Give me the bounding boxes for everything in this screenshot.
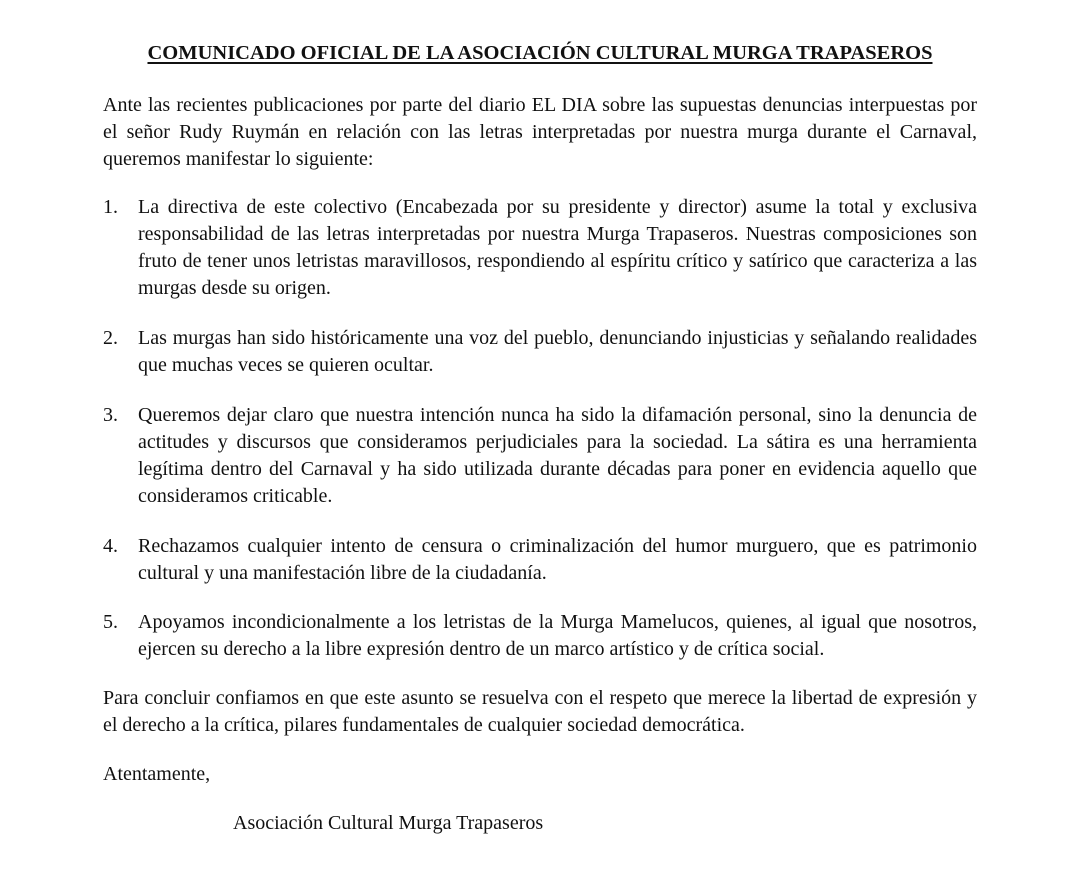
list-item <box>103 533 977 587</box>
list-item-text: Rechazamos cualquier intento de censura o criminalización del humor murguero, que es patrimonio cultural y una manifestación libre de la ciudadanía. <box>138 535 977 584</box>
list-item-text: Apoyamos incondicionalmente a los letristas de la Murga Mamelucos, quienes, al igual que nosotros, ejercen su derecho a la libre expresión dentro de un marco artístico y de crítica social. <box>138 611 977 660</box>
signature: Asociación Cultural Murga Trapaseros <box>233 812 544 834</box>
list-item-text: La directiva de este colectivo (Encabezada por su presidente y director) asume la total y exclusiva responsabilidad de las letras interpretadas por nuestra Murga Trapaseros. Nuestras composiciones son fruto de tener unos letristas maravillosos, respondiendo al espíritu crítico y satírico que caracteriza a las murgas desde su origen. <box>138 196 977 299</box>
list-item-number: 3. <box>103 404 118 426</box>
list-item <box>103 609 977 663</box>
list-item-number: 1. <box>103 196 118 218</box>
document-title: COMUNICADO OFICIAL DE LA ASOCIACIÓN CULTURAL MURGA TRAPASEROS <box>147 42 933 64</box>
salutation: Atentamente, <box>103 763 211 785</box>
list-item-number: 4. <box>103 535 118 557</box>
list-item-text: Las murgas han sido históricamente una voz del pueblo, denunciando injusticias y señalando realidades que muchas veces se quieren ocultar. <box>138 327 977 376</box>
closing-paragraph: Para concluir confiamos en que este asunto se resuelva con el respeto que merece la libertad de expresión y el derecho a la crítica, pilares fundamentales de cualquier sociedad democrática. <box>103 687 977 736</box>
list-item <box>103 402 977 510</box>
intro-paragraph: Ante las recientes publicaciones por parte del diario EL DIA sobre las supuestas denuncias interpuestas por el señor Rudy Ruymán en relación con las letras interpretadas por nuestra murga durante el Carnaval, queremos manifestar lo siguiente: <box>103 94 977 170</box>
list-item <box>103 325 977 379</box>
list-item <box>103 194 977 302</box>
list-item-number: 2. <box>103 327 118 349</box>
list-item-text: Queremos dejar claro que nuestra intención nunca ha sido la difamación personal, sino la denuncia de actitudes y discursos que consideramos perjudiciales para la sociedad. La sátira es una herramienta legítima dentro del Carnaval y ha sido utilizada durante décadas para poner en evidencia aquello que consideramos criticable. <box>138 404 977 507</box>
list-item-number: 5. <box>103 611 118 633</box>
